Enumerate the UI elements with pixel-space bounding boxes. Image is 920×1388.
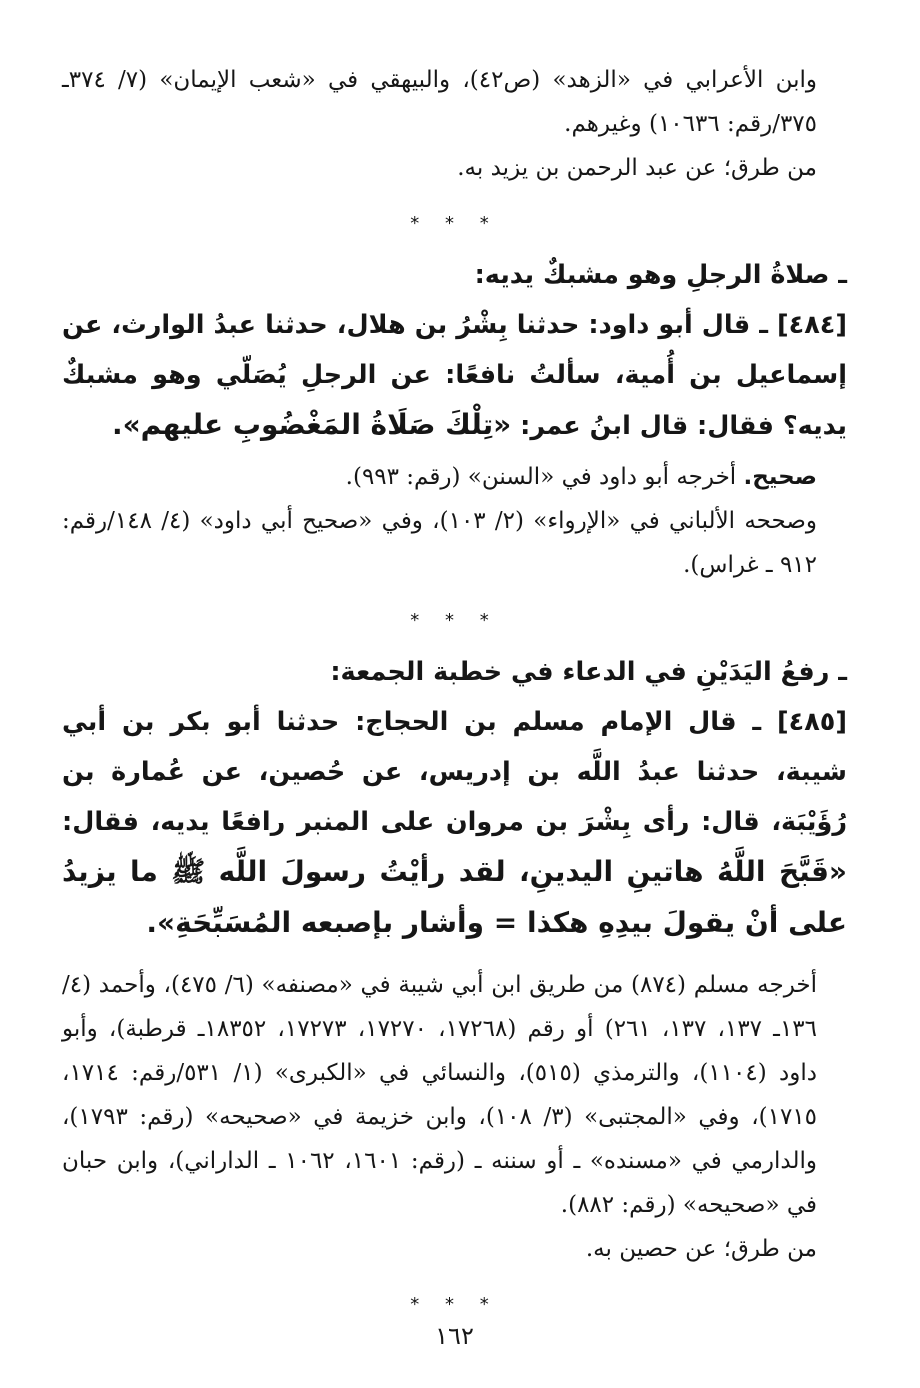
- hadith-485-takhrij: أخرجه مسلم (٨٧٤) من طريق ابن أبي شيبة في «مصنفه» (٦/ ٤٧٥)، وأحمد (٤/ ١٣٦ـ ١٣٧، ١٣٧، ٢٦١) أو رقم (١٧٢٦٨، ١٧٢٧٠، ١٧٢٧٣، ١٨٣٥٢ـ قرطبة)، وأبو داود (١١٠٤)، والترمذي (٥١٥)، والنسائي في «الكبرى» (١/ ٥٣١/رقم: ١٧١٤، ١٧١٥)، وفي «المجتبى» (٣/ ١٠٨)، وابن خزيمة في «صحيحه» (رقم: ١٧٩٣)، والدارمي في «مسنده» ـ أو سننه ـ (رقم: ١٦٠١، ١٠٦٢ ـ الداراني)، وابن حبان في «صحيحه» (رقم: ٨٨٢).: [62, 972, 818, 1218]
- hadith-484-chain: [٤٨٤] ـ قال أبو داود: حدثنا بِشْرُ بن هلال، حدثنا عبدُ الوارث، عن إسماعيل بن أُمية، سألتُ نافعًا: عن الرجلِ يُصَلّي وهو مشبكٌ يديه؟ فقال: قال ابنُ عمر:: [62, 310, 847, 441]
- hadith-484: [62, 300, 847, 451]
- hadith-485-chain: [٤٨٥] ـ قال الإمام مسلم بن الحجاج: حدثنا أبو بكر بن أبي شيبة، حدثنا عبدُ اللَّه بن إدريس، عن حُصين، عن عُمارة بن رُؤَيْبَة، قال: رأى بِشْرَ بن مروان على المنبر رافعًا يديه، فقال:: [62, 707, 847, 837]
- section-heading-484: ـ صلاةُ الرجلِ وهو مشبكٌ يديه:: [474, 260, 847, 290]
- section-heading-485: ـ رفعُ اليَدَيْنِ في الدعاء في خطبة الجمعة:: [330, 657, 847, 687]
- grade-label: صحيح.: [743, 464, 817, 490]
- hadith-485-chain-note: من طرق؛ عن حصين به.: [585, 1236, 817, 1262]
- hadith-484-takhrij: وصححه الألباني في «الإرواء» (٢/ ١٠٣)، وفي «صحيح أبي داود» (٤/ ١٤٨/رقم: ٩١٢ ـ غراس).: [62, 508, 817, 578]
- section-separator: * * *: [410, 213, 499, 234]
- hadith-485-quote: «قَبَّحَ اللَّهُ هاتينِ اليدينِ، لقد رأيْتُ رسولَ اللَّه ﷺ ما يزيدُ على أنْ يقولَ بيدِهِ هكذا = وأشار بإصبعه المُسَبِّحَةِ».: [62, 855, 847, 939]
- hadith-484-grade: [62, 455, 847, 499]
- grade-source: أخرجه أبو داود في «السنن» (رقم: ٩٩٣).: [345, 464, 744, 490]
- section-separator: * * *: [410, 610, 499, 631]
- page-number: ١٦٢: [435, 1322, 474, 1350]
- hadith-484-quote: «تِلْكَ صَلَاةُ المَغْضُوبِ عليهم».: [111, 408, 512, 441]
- takhrij-paragraph: وابن الأعرابي في «الزهد» (ص٤٢)، والبيهقي في «شعب الإيمان» (٧/ ٣٧٤ـ ٣٧٥/رقم: ١٠٦٣٦) وغيرهم.: [62, 67, 817, 137]
- section-separator: * * *: [410, 1294, 499, 1315]
- hadith-485: [62, 697, 847, 949]
- book-page: [62, 58, 847, 1368]
- takhrij-chain-note: من طرق؛ عن عبد الرحمن بن يزيد به.: [457, 155, 817, 181]
